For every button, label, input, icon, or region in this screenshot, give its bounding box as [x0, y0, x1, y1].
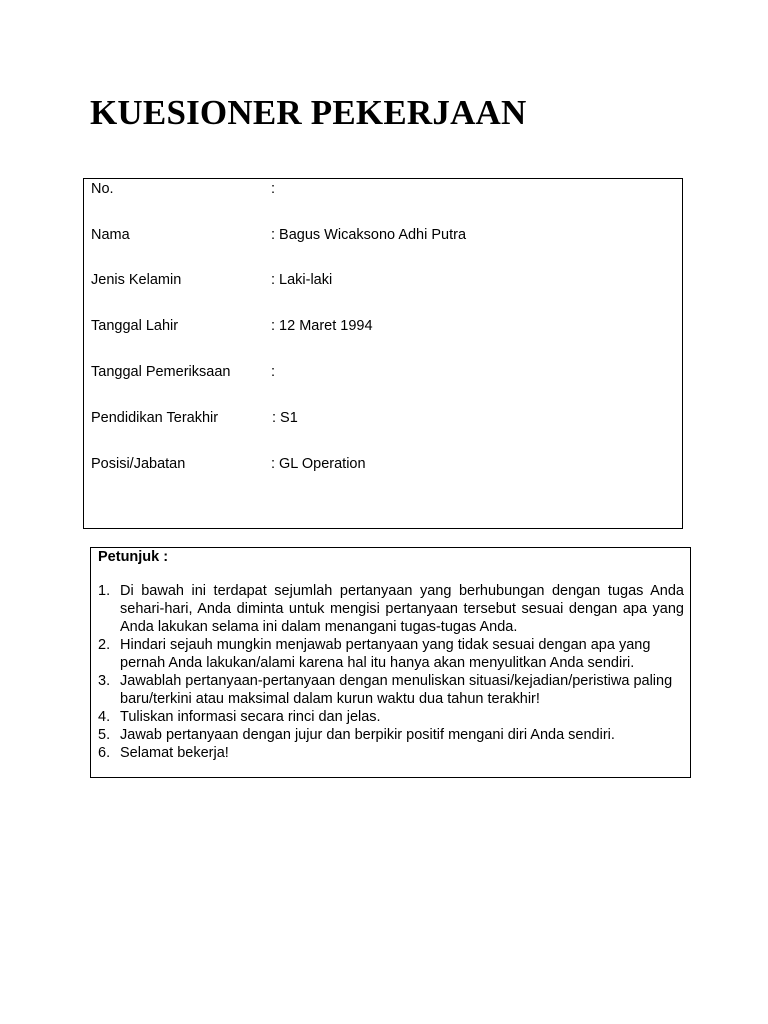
field-value-tanggal-lahir: : 12 Maret 1994 — [271, 318, 373, 334]
instructions-list — [98, 582, 684, 762]
field-row-jenis-kelamin — [91, 270, 682, 290]
instruction-number: 4. — [98, 709, 111, 725]
instructions-title: Petunjuk : — [98, 549, 169, 565]
field-label-pendidikan-terakhir: Pendidikan Terakhir — [91, 410, 219, 426]
instruction-number: 5. — [98, 727, 111, 743]
instruction-text: Selamat bekerja! — [120, 745, 229, 761]
field-label-tanggal-lahir: Tanggal Lahir — [91, 318, 179, 334]
instruction-item-3 — [98, 672, 684, 708]
field-row-tanggal-lahir — [91, 316, 682, 336]
field-value-posisi-jabatan: : GL Operation — [271, 456, 366, 472]
field-row-posisi-jabatan — [91, 454, 682, 474]
field-value-tanggal-pemeriksaan: : — [271, 364, 276, 380]
instruction-item-5 — [98, 726, 684, 744]
field-label-no: No. — [91, 181, 114, 197]
instruction-item-4 — [98, 708, 684, 726]
instruction-item-6 — [98, 744, 684, 762]
field-label-posisi-jabatan: Posisi/Jabatan — [91, 456, 186, 472]
field-row-no — [91, 179, 682, 199]
instruction-item-2 — [98, 636, 684, 672]
field-value-jenis-kelamin: : Laki-laki — [271, 272, 333, 288]
field-value-pendidikan-terakhir: : S1 — [272, 410, 298, 426]
field-label-jenis-kelamin: Jenis Kelamin — [91, 272, 182, 288]
instruction-text: Di bawah ini terdapat sejumlah pertanyaan yang berhubungan dengan tugas Anda sehari-hari, Anda diminta untuk mengisi pertanyaan tersebut sesuai dengan apa yang Anda lakukan selama ini dalam menangani tugas-tugas Anda. — [120, 583, 684, 635]
instruction-number: 2. — [98, 637, 111, 653]
instruction-text: Jawablah pertanyaan-pertanyaan dengan menuliskan situasi/kejadian/peristiwa paling baru/terkini atau maksimal dalam kurun waktu dua tahun terakhir! — [120, 673, 673, 707]
field-value-no: : — [271, 181, 276, 197]
instruction-text: Hindari sejauh mungkin menjawab pertanyaan yang tidak sesuai dengan apa yang pernah Anda lakukan/alami karena hal itu hanya akan menyulitkan Anda sendiri. — [120, 637, 651, 671]
field-row-tanggal-pemeriksaan — [91, 362, 682, 382]
field-row-nama — [91, 225, 682, 245]
field-label-tanggal-pemeriksaan: Tanggal Pemeriksaan — [91, 364, 231, 380]
instruction-number: 3. — [98, 673, 111, 689]
field-label-nama: Nama — [91, 227, 130, 243]
instructions-box — [90, 547, 691, 778]
instruction-text: Jawab pertanyaan dengan jujur dan berpikir positif mengani diri Anda sendiri. — [120, 727, 615, 743]
instruction-text: Tuliskan informasi secara rinci dan jelas. — [120, 709, 381, 725]
page-title: KUESIONER PEKERJAAN — [90, 93, 527, 132]
instruction-item-1 — [98, 582, 684, 636]
instruction-number: 6. — [98, 745, 111, 761]
field-value-nama: : Bagus Wicaksono Adhi Putra — [271, 227, 467, 243]
field-row-pendidikan-terakhir — [91, 408, 682, 428]
identity-box — [83, 178, 683, 529]
instruction-number: 1. — [98, 583, 111, 599]
